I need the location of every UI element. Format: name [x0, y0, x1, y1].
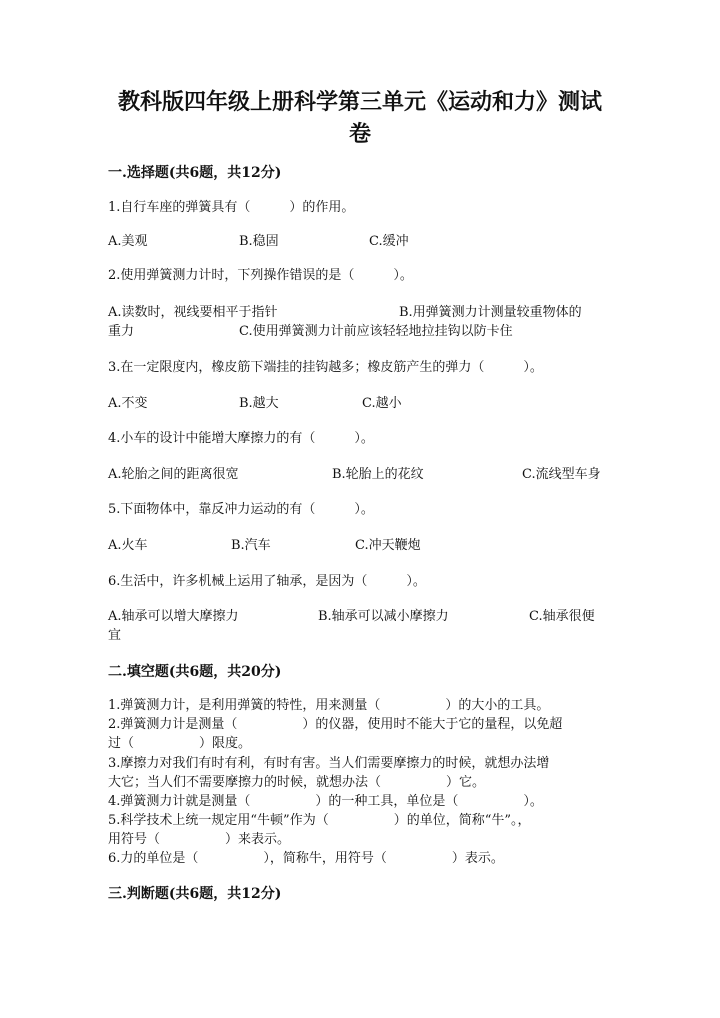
question-1: 1.自行车座的弹簧具有（ ）的作用。	[108, 200, 355, 215]
q2-option-b: B.用弹簧测力计测量较重物体的	[399, 305, 582, 320]
page-title-line2: 卷	[348, 121, 371, 147]
q4-option-a: A.轮胎之间的距离很宽	[108, 467, 239, 482]
fill-line: 大它；当人们不需要摩擦力的时候，就想办法（ ）它。	[108, 775, 486, 790]
q2-option-a: A.读数时，视线要相平于指针	[108, 305, 278, 320]
q2-option-b-continued: 重力	[108, 324, 135, 339]
section-heading-judge: 三.判断题(共6题，共12分)	[108, 886, 282, 902]
fill-line: 过（ ）限度。	[108, 736, 252, 751]
page-title-line1: 教科版四年级上册科学第三单元《运动和力》测试	[117, 89, 602, 115]
fill-line: 2.弹簧测力计是测量（ ）的仪器，使用时不能大于它的量程，以免超	[108, 717, 563, 732]
q6-option-c: C.轴承很便	[529, 609, 595, 624]
q6-option-c-continued: 宜	[108, 628, 122, 643]
q1-option-a: A.美观	[108, 234, 148, 249]
q4-option-c: C.流线型车身	[522, 467, 601, 482]
q5-option-b: B.汽车	[231, 538, 271, 553]
fill-line: 1.弹簧测力计，是利用弹簧的特性，用来测量（ ）的大小的工具。	[108, 698, 550, 713]
question-6: 6.生活中，许多机械上运用了轴承，是因为（ ）。	[108, 574, 426, 589]
q3-option-b: B.越大	[239, 396, 279, 411]
section-heading-choice: 一.选择题(共6题，共12分)	[108, 165, 282, 181]
section-heading-fill: 二.填空题(共6题，共20分)	[108, 664, 282, 680]
fill-line: 3.摩擦力对我们有时有利，有时有害。当人们需要摩擦力的时候，就想办法增	[108, 756, 550, 771]
q5-option-a: A.火车	[108, 538, 148, 553]
q3-option-c: C.越小	[362, 396, 402, 411]
fill-line: 5.科学技术上统一规定用“牛顿”作为（ ）的单位，简称“牛”。，	[108, 813, 531, 828]
question-2: 2.使用弹簧测力计时，下列操作错误的是（ ）。	[108, 268, 413, 283]
fill-line: 用符号（ ）来表示。	[108, 832, 291, 847]
q1-option-b: B.稳固	[239, 234, 279, 249]
question-4: 4.小车的设计中能增大摩擦力的有（ ）。	[108, 431, 374, 446]
q6-option-b: B.轴承可以减小摩擦力	[318, 609, 449, 624]
q1-option-c: C.缓冲	[369, 234, 409, 249]
fill-line: 4.弹簧测力计就是测量（ ）的一种工具，单位是（ ）。	[108, 794, 543, 809]
q2-option-c: C.使用弹簧测力计前应该轻轻地拉挂钩以防卡住	[239, 324, 513, 339]
question-5: 5.下面物体中，靠反冲力运动的有（ ）。	[108, 502, 374, 517]
fill-line: 6.力的单位是（ ），简称牛，用符号（ ）表示。	[108, 851, 504, 866]
q6-option-a: A.轴承可以增大摩擦力	[108, 609, 239, 624]
question-3: 3.在一定限度内，橡皮筋下端挂的挂钩越多；橡皮筋产生的弹力（ ）。	[108, 360, 543, 375]
q3-option-a: A.不变	[108, 396, 148, 411]
q4-option-b: B.轮胎上的花纹	[332, 467, 424, 482]
q5-option-c: C.冲天鞭炮	[355, 538, 421, 553]
